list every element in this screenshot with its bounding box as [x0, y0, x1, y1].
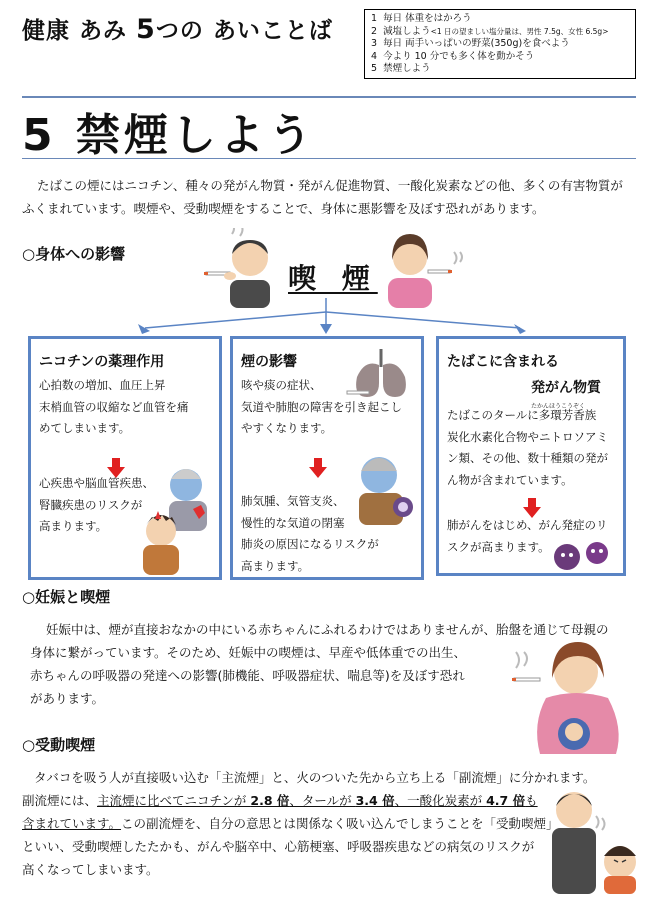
principles-box — [364, 9, 636, 79]
page-title: 5 禁煙しよう — [22, 110, 316, 161]
box-title: ニコチンの薬理作用 — [39, 354, 165, 370]
header-title — [22, 12, 333, 45]
nicotine-box — [28, 336, 222, 580]
box-text-bottom: 肺がんをはじめ、がん発症のリ スクが高まります。 — [447, 518, 608, 554]
passive-smoking-illustration — [544, 784, 644, 894]
pregnant-woman-illustration — [506, 638, 632, 756]
smoking-center-label: 喫 煙 — [288, 262, 378, 295]
box-text-top: 咳や痰の症状、 気道や肺胞の障害を引き起こし やすくなります。 — [241, 378, 402, 435]
top-rule — [22, 96, 636, 98]
section-heading-passive: ○受動喫煙 — [22, 736, 96, 754]
box-text-top: 心拍数の増加、血圧上昇 末梢血管の収縮など血管を痛 めてしまいます。 — [39, 378, 189, 435]
box-text-bottom: 肺気腫、気管支炎、 慢性的な気道の閉塞 肺炎の原因になるリスクが 高まります。 — [241, 494, 379, 573]
principle-item: 5 禁煙しよう — [371, 63, 431, 75]
title-rule — [22, 158, 636, 159]
principle-item: 2 減塩しよう<1 日の望ましい塩分量は、男性 7.5g、女性 6.5g> — [371, 25, 609, 37]
header-title-part2: つの あいことば — [155, 18, 333, 44]
principle-item: 3 毎日 両手いっぱいの野菜(350g)を食べよう — [371, 38, 570, 50]
intro-paragraph: たばこの煙にはニコチン、種々の発がん物質・発がん促進物質、一酸化炭素などの他、多くの有害物質がふくまれています。喫煙や、受動喫煙をすることで、身体に悪影響を及ぼす恐れがあります。 — [22, 178, 623, 216]
principle-item: 4 今より 10 分でも多く体を動かそう — [371, 50, 535, 62]
box-title-line2: 発がん物質 — [531, 380, 601, 396]
box-title-line1: たばこに含まれる — [447, 354, 559, 370]
section-heading-body: ○身体への影響 — [22, 245, 126, 263]
header-title-number: 5 — [136, 14, 156, 45]
cancer-cells-illustration — [551, 539, 615, 573]
pregnancy-paragraph: 妊娠中は、煙が直接おなかの中にいる赤ちゃんにふれるわけではありませんが、胎盤を通じて母親の 身体に繋がっています。そのため、妊娠中の喫煙は、早産や低体重での出生、 赤ちゃんの呼吸器の発達への影響(肺機能、呼吸器症状、喘息等)を及ぼす恐れ があります。 — [30, 622, 609, 706]
section-heading-pregnancy: ○妊娠と喫煙 — [22, 588, 111, 606]
carcinogen-box — [436, 336, 626, 576]
branch-arrows — [0, 290, 652, 340]
box-text-top: たばこのタールに多環芳香族 炭化水素化合物やニトロソアミ ン類、その他、数十種類の発が ん物が含まれています。 — [447, 408, 608, 487]
smoke-effect-box — [230, 336, 424, 580]
box-text-bottom: 心疾患や脳血管疾患、 腎臓疾患のリスクが 高まります。 — [39, 476, 154, 533]
principle-item: 1 毎日 体重をはかろう — [371, 13, 472, 24]
box-title: 煙の影響 — [241, 354, 297, 370]
down-arrow — [309, 467, 327, 478]
header-title-part1: 健康 あみ — [22, 18, 137, 44]
heart-disease-illustration — [131, 459, 221, 577]
ruby-text: たかんほうこうぞく — [531, 403, 586, 410]
passive-paragraph: タバコを吸う人が直接吸い込む「主流煙」と、火のついた先から立ち上る「副流煙」に分かれます。 副流煙には、主流煙に比べてニコチンが 2.8 倍、タールが 3.4 倍、一酸化炭素が 4.7 倍も 含まれています。この副流煙を、自分の意思とは関係なく吸い込んでしまうことを「受動喫煙」 といい、受動喫煙したたかも、がんや脳卒中、心筋梗塞、呼吸器疾患などの病気のリスクが 高くなってしまいます。 — [22, 770, 596, 877]
